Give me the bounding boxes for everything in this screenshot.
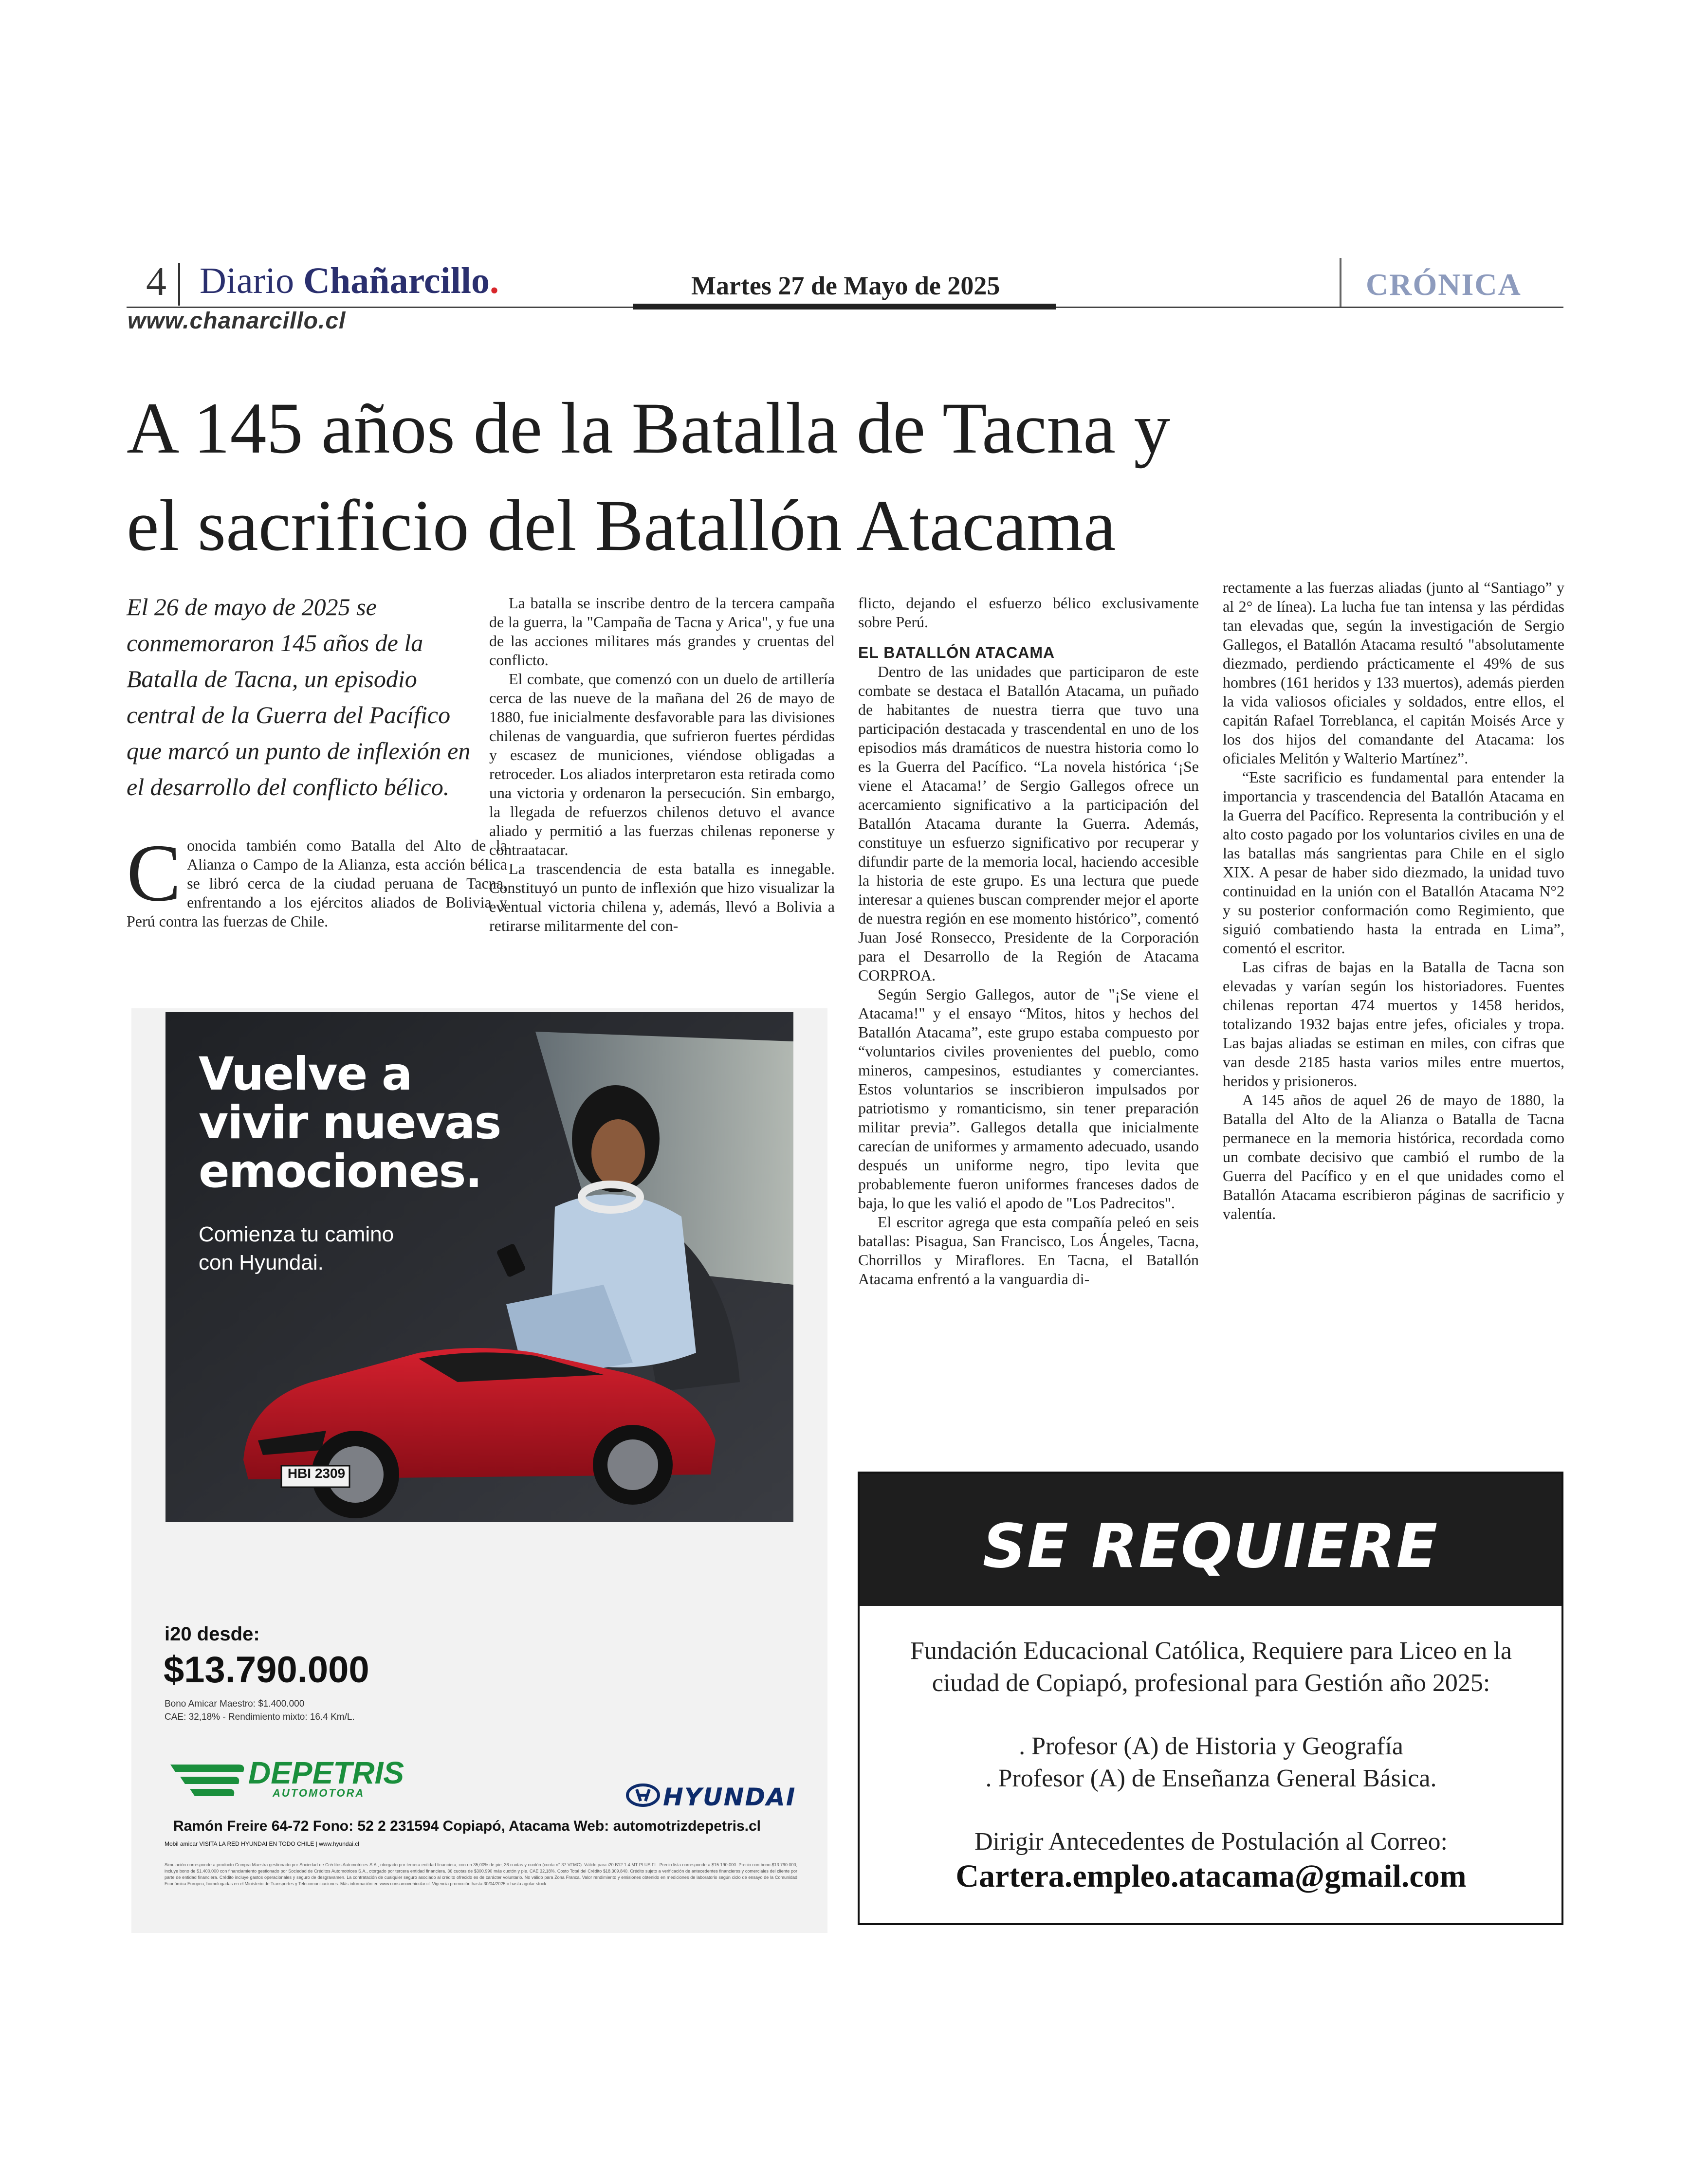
paragraph: Según Sergio Gallegos, autor de "¡Se viene el Atacama!" y el ensayo “Mitos, hitos y hechos del Batallón Atacama”, este grupo estaba compuesto por “voluntarios civiles provenientes del pueblo, como mineros, campesinos, estudiantes y comerciantes. Estos voluntarios se inscribieron impulsados por patriotismo y romanticismo, sin tener preparación militar previa”. Gallegos detalla que inicialmente carecían de uniformes y armamento adecuado, usando después un uniforme negro, tipo levita que probablemente fueron uniformes franceses dados de baja, lo que les valió el apodo de "Los Padrecitos". (858, 985, 1199, 1212)
ad-subline-2: con Hyundai. (199, 1251, 324, 1274)
masthead[interactable] (200, 260, 499, 302)
job-position-2: . Profesor (A) de Enseñanza General Básica. (985, 1765, 1437, 1792)
website-link[interactable]: www.chanarcillo.cl (128, 308, 346, 334)
job-notice-intro (876, 1635, 1546, 1699)
job-notice-line-2: ciudad de Copiapó, profesional para Gestión año 2025: (932, 1669, 1490, 1697)
brand-name[interactable]: HYUNDAI (663, 1783, 796, 1811)
paragraph: rectamente a las fuerzas aliadas (junto al “Santiago” y al 2° de línea). La lucha fue tan intensa y las pérdidas tan elevadas que, según la investigación de Sergio Gallegos, el Batallón Atacama resultó "absolutamente diezmado, perdiendo prácticamente el 49% de sus hombres (161 heridos y 133 muertos), además pierden la vida valiosos oficiales y soldados, entre ellos, el capitán Rafael Torreblanca, el capitán Moisés Arce y los dos hijos del comandante del Atacama: los oficiales Melitón y Walterio Martínez”. (1223, 579, 1564, 767)
job-notice-title: SE REQUIERE (982, 1511, 1439, 1582)
paragraph: Las cifras de bajas en la Batalla de Tacna son elevadas y varían según los historiadores. Fuentes chilenas reportan 474 muertos y 1458 heridos, totalizando 1932 bajas entre jefes, oficiales y tropa. Las bajas aliadas se estiman en miles, con cifras que van desde 2185 hasta varios miles entre muertos, heridos y prisioneros. (1223, 958, 1564, 1090)
article-column-1 (127, 828, 507, 931)
ad-subline-1: Comienza tu camino (199, 1222, 394, 1246)
masthead-prefix: Diario (200, 260, 304, 301)
dealer-subtitle: AUTOMOTORA (273, 1787, 365, 1799)
paragraph: La trascendencia de esta batalla es innegable. Constituyó un punto de inflexión que hizo visualizar la eventual victoria chilena y, además, llevó a Bolivia a retirarse militarmente del con- (489, 860, 835, 934)
article-lead: El 26 de mayo de 2025 se conmemoraron 145 años de la Batalla de Tacna, un episodio central de la Guerra del Pacífico que marcó un punto de inflexión en el desarrollo del conflicto bélico. (127, 593, 471, 801)
hyundai-logo-icon (626, 1783, 660, 1810)
paragraph: La batalla se inscribe dentro de la tercera campaña de la guerra, la "Campaña de Tacna y Arica", y fue una de las acciones militares más grandes y cruentas del conflicto. (489, 594, 835, 669)
ad-subline (199, 1220, 491, 1277)
article-column-2 (489, 594, 835, 935)
headline-line-1: A 145 años de la Batalla de Tacna y (127, 388, 1171, 469)
paragraph: “Este sacrificio es fundamental para entender la importancia y trascendencia del Batallón Atacama en la Guerra del Pacífico. Representa la contribución y el alto costo pagado por los voluntarios civiles en una de las batallas más sangrientas para Chile en el siglo XIX. A pesar de haber sido diezmado, la unidad tuvo continuidad en la unión con el Batallón Atacama N°2 y su posterior conformación como Regimiento, que siguió combatiendo hasta la entrada en Lima”, comentó el escritor. (1223, 768, 1564, 957)
ad-notes (165, 1697, 355, 1724)
paragraph: Dentro de las unidades que participaron de este combate se destaca el Batallón Atacama, un puñado de habitantes de nuestra tierra que tuvo una participación destacada y trascendental en uno de los episodios más dramáticos de nuestra historia como lo es la Guerra del Pacífico. “La novela histórica ‘¡Se viene el Atacama!’ de Sergio Gallegos ofrece un acercamiento significativo a la participación del Batallón Atacama durante la Guerra. Además, constituye un esfuerzo significativo por recuperar y difundir parte de la memoria local, haciendo accesible la historia de este grupo. Es una lectura que puede interesar a quienes buscan comprender mejor el aporte de nuestra región en ese momento histórico”, comentó Juan José Ronsecco, Presidente de la Corporación para el Desarrollo de la Región de Atacama CORPROA. (858, 663, 1199, 984)
ad-price: $13.790.000 (164, 1649, 369, 1691)
paragraph: A 145 años de aquel 26 de mayo de 1880, la Batalla del Alto de la Alianza o Batalla de Tacna permanece en la memoria histórica, recordada como un combate decisivo que cambió el rumbo de la Guerra del Pacífico y en el que unidades como el Batallón Atacama escribieron páginas de sacrificio y valentía. (1223, 1091, 1564, 1222)
contact-email-link[interactable]: Cartera.empleo.atacama@gmail.com (955, 1858, 1467, 1894)
depetris-logo-icon (165, 1755, 248, 1806)
section-divider (1340, 258, 1341, 307)
job-notice-apply: Dirigir Antecedentes de Postulación al Correo: (974, 1828, 1448, 1856)
date-underline (633, 304, 1056, 309)
ad-headline-line-2: vivir nuevas (199, 1096, 501, 1149)
ad-note-2: CAE: 32,18% - Rendimiento mixto: 16.4 Km/L. (165, 1712, 355, 1722)
article-column-4 (1223, 578, 1564, 1223)
paragraph: flicto, dejando el esfuerzo bélico exclusivamente sobre Perú. (858, 594, 1199, 631)
dealer-name[interactable]: DEPETRIS (248, 1755, 404, 1790)
ad-legal-text: Simulación corresponde a producto Compra Maestra gestionado por Sociedad de Créditos Automotrices S.A., otorgado por tercera entidad financiera, con un 35,00% de pie, 36 cuotas y cuotón (cuota n° 37 VFMG). Válido para i20 B12 1.4 MT PLUS FL. Precio lista corresponde a $15.190.000. Precio con bono $13.790.000, incluye bono de $1.400.000 con financiamiento gestionado por Sociedad de Créditos Automotrices S.A., otorgado por tercera entidad financiera. 36 cuotas de $300.990 más cuotón y pie. CAE 32,18%. Costo Total del Crédito $18.309.840. Crédito sujeto a verificación de antecedentes financieros y comerciales del cliente por parte de entidad financiera. Crédito incluye gastos operacionales y seguro de desgravamen. La contratación de cualquier seguro asociado al crédito ofrecido es de carácter voluntario. No válido para Zona Franca. Valor rendimiento y emisiones obtenido en mediciones de laboratorio según ciclo de ensayo de la Comunidad Económica Europea, homologadas en el Ministerio de Transportes y Telecomunicaciones. Más información en www.consumovehicular.cl. Vigencia promoción hasta 30/04/2025 o hasta agotar stock. (165, 1862, 797, 1886)
job-notice-line-1: Fundación Educacional Católica, Requiere para Liceo en la (910, 1637, 1512, 1665)
ad-headline-line-3: emociones. (199, 1145, 482, 1198)
masthead-dot: . (490, 260, 499, 301)
subheading: EL BATALLÓN ATACAMA (858, 644, 1055, 661)
ad-headline-line-1: Vuelve a (199, 1048, 412, 1101)
masthead-name: Chañarcillo (303, 260, 490, 301)
section-label[interactable]: CRÓNICA (1366, 267, 1522, 302)
ad-note-1: Bono Amicar Maestro: $1.400.000 (165, 1699, 305, 1709)
article-column-3 (858, 594, 1199, 1289)
ad-sponsors: Mobil amicar VISITA LA RED HYUNDAI EN TODO CHILE | www.hyundai.cl (165, 1840, 359, 1847)
paragraph: onocida también como Batalla del Alto de la Alianza o Campo de la Alianza, esta acción bélica se libró cerca de la ciudad peruana de Tacna, enfrentando a los ejércitos aliados de Bolivia y Perú contra las fuerzas de Chile. (127, 837, 507, 930)
paragraph: El escritor agrega que esta compañía peleó en seis batallas: Pisagua, San Francisco, Los Ángeles, Tacna, Chorrillos y Miraflores. En Tacna, el Batallón Atacama enfrentó a la vanguardia di- (858, 1213, 1199, 1288)
ad-headline (199, 1050, 539, 1196)
dealer-contact[interactable]: Ramón Freire 64-72 Fono: 52 2 231594 Copiapó, Atacama Web: automotrizdepetris.cl (173, 1818, 761, 1834)
headline-line-2: el sacrificio del Batallón Atacama (127, 485, 1116, 566)
ad-model: i20 desde: (165, 1623, 260, 1645)
job-notice-positions (876, 1730, 1546, 1795)
job-position-1: . Profesor (A) de Historia y Geografía (1019, 1732, 1403, 1760)
article-headline (127, 380, 1587, 574)
license-plate: HBI 2309 (287, 1466, 346, 1481)
paragraph: El combate, que comenzó con un duelo de artillería cerca de las nueve de la mañana del 26 de mayo de 1880, fue inicialmente desfavorable para las divisiones chilenas de vanguardia, que sufrieron fuertes pérdidas y escasez de municiones, viéndose obligadas a retroceder. Los aliados interpretaron esta retirada como una victoria y ordenaron la persecución. Sin embargo, la llegada de refuerzos chilenos detuvo el avance aliado y permitió a las fuerzas chilenas reponerse y contraatacar. (489, 670, 835, 858)
page-number: 4 (146, 259, 166, 304)
header-divider (178, 263, 180, 306)
issue-date: Martes 27 de Mayo de 2025 (691, 271, 1000, 300)
drop-cap: C (127, 828, 182, 918)
